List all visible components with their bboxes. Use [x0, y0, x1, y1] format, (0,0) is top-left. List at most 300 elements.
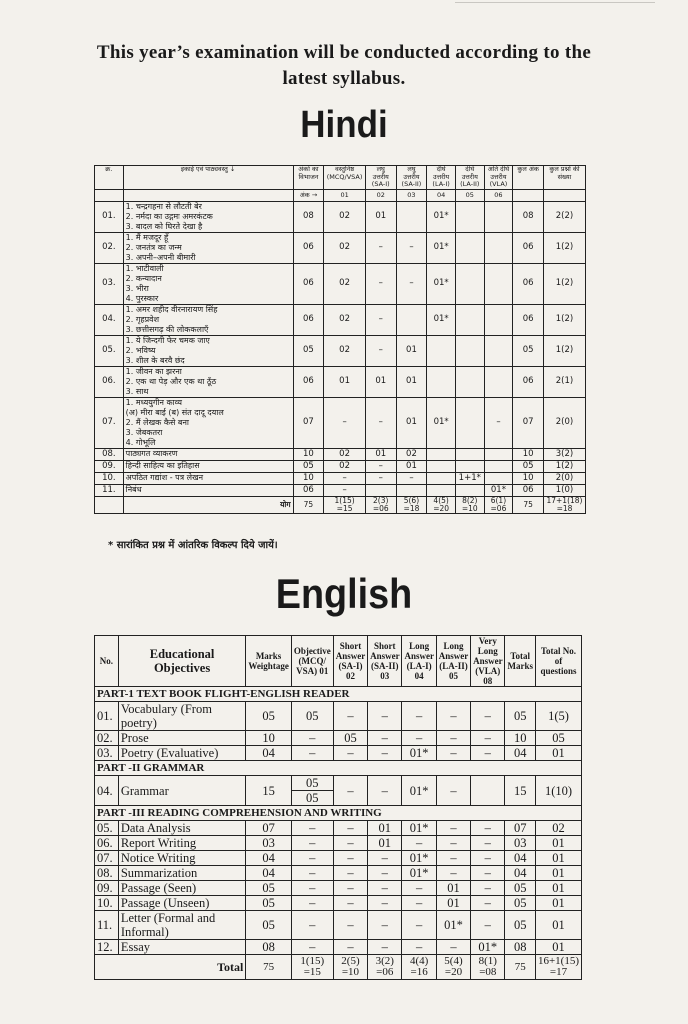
unit-topics — [123, 397, 293, 448]
value-cell: 08 — [513, 201, 544, 232]
table-row — [95, 836, 582, 851]
value-cell: – — [436, 776, 470, 806]
intro-line-1: This year’s examination will be conducted according to the — [96, 42, 592, 63]
value-cell: 05 — [246, 896, 292, 911]
table-row — [95, 484, 586, 496]
value-cell: 05 — [246, 702, 292, 731]
hindi-header-cell: क्र. — [95, 166, 124, 190]
value-cell: 02 — [396, 448, 427, 460]
value-cell: 1(2) — [543, 304, 585, 335]
hindi-total-row — [95, 496, 586, 513]
value-cell — [484, 232, 513, 263]
value-cell: – — [368, 731, 402, 746]
total-cell: 16+1(15) =17 — [535, 955, 581, 980]
total-label: योग — [123, 496, 293, 513]
value-cell: – — [484, 397, 513, 448]
value-cell: 01* — [427, 304, 456, 335]
unit-number: 01. — [95, 201, 124, 232]
value-cell: 05 — [291, 791, 333, 806]
header-total-marks: Total Marks — [505, 636, 535, 687]
topic-line: 1. चन्द्रगहना से लौटती बेर — [125, 201, 202, 211]
value-cell: – — [291, 881, 333, 896]
value-cell — [396, 484, 427, 496]
value-cell: 07 — [293, 397, 324, 448]
item-label: Prose — [118, 731, 245, 746]
topic-line: 2. कन्यादान — [125, 273, 162, 283]
unit-number: 05. — [95, 335, 124, 366]
value-cell — [455, 263, 484, 304]
total-cell: 75 — [246, 955, 292, 980]
value-cell: 05 — [246, 911, 292, 940]
value-cell: 10 — [513, 448, 544, 460]
table-row — [95, 821, 582, 836]
top-edge-line — [455, 2, 655, 3]
value-cell: 2(2) — [543, 201, 585, 232]
unit-topics — [123, 366, 293, 397]
total-cell: 75 — [505, 955, 535, 980]
part-heading-row — [95, 806, 582, 821]
value-cell: 01 — [535, 881, 581, 896]
total-cell: 5(4) =20 — [436, 955, 470, 980]
table-row — [95, 851, 582, 866]
value-cell: 1(2) — [543, 460, 585, 472]
value-cell: 2(0) — [543, 472, 585, 484]
value-cell: 01* — [427, 201, 456, 232]
value-cell: 01 — [436, 896, 470, 911]
value-cell: – — [436, 731, 470, 746]
table-row — [95, 232, 586, 263]
item-label: Letter (Formal and Informal) — [118, 911, 245, 940]
value-cell: – — [368, 911, 402, 940]
value-cell: 02 — [535, 821, 581, 836]
total-cell: 1(15) =15 — [291, 955, 333, 980]
value-cell: – — [471, 836, 505, 851]
value-cell — [455, 335, 484, 366]
unit-topics — [123, 484, 293, 496]
unit-topics — [123, 232, 293, 263]
value-cell: – — [291, 896, 333, 911]
value-cell: 06 — [513, 263, 544, 304]
value-cell: – — [368, 866, 402, 881]
hindi-header-cell: अति दीर्घ उत्तरीय (VLA) — [484, 166, 513, 190]
unit-number: 10. — [95, 472, 124, 484]
hindi-marks-row — [95, 189, 586, 201]
value-cell — [484, 472, 513, 484]
part-title: PART-1 TEXT BOOK FLIGHT-ENGLISH READER — [95, 687, 582, 702]
value-cell: – — [365, 335, 396, 366]
value-cell: – — [471, 911, 505, 940]
value-cell — [484, 304, 513, 335]
part-title: PART -III READING COMPREHENSION AND WRITING — [95, 806, 582, 821]
part-heading-row — [95, 687, 582, 702]
intro-notice — [40, 40, 648, 92]
value-cell: 01 — [368, 836, 402, 851]
total-cell: 2(5) =10 — [333, 955, 367, 980]
unit-topics — [123, 304, 293, 335]
hindi-header-cell: लघु उत्तरीय (SA-I) — [365, 166, 396, 190]
value-cell: – — [365, 472, 396, 484]
value-cell: – — [402, 836, 436, 851]
value-cell: 06 — [293, 484, 324, 496]
header-total-questions: Total No. of questions — [535, 636, 581, 687]
value-cell: 01* — [402, 851, 436, 866]
english-blueprint-table — [94, 635, 582, 980]
value-cell: 05 — [535, 731, 581, 746]
part-heading-row — [95, 761, 582, 776]
total-cell: 3(2) =06 — [368, 955, 402, 980]
hindi-header-cell: अंकों का विभाजन — [293, 166, 324, 190]
value-cell: 05 — [505, 896, 535, 911]
value-cell — [427, 448, 456, 460]
value-cell: 06 — [293, 366, 324, 397]
value-cell: 01 — [365, 366, 396, 397]
value-cell: – — [368, 702, 402, 731]
value-cell: – — [396, 472, 427, 484]
hindi-marks-cell — [123, 189, 293, 201]
header-col-6: Very Long Answer (VLA) 08 — [471, 636, 505, 687]
value-cell: 01 — [396, 335, 427, 366]
value-cell: 1(2) — [543, 335, 585, 366]
total-cell: 8(2) =10 — [455, 496, 484, 513]
unit-topics — [123, 201, 293, 232]
value-cell: 01* — [427, 232, 456, 263]
value-cell — [484, 335, 513, 366]
topic-line: 4. गोभूलि — [125, 437, 156, 447]
value-cell: 2(1) — [543, 366, 585, 397]
value-cell: 06 — [513, 484, 544, 496]
value-cell: 05 — [293, 335, 324, 366]
value-cell: 1+1* — [455, 472, 484, 484]
value-cell — [484, 263, 513, 304]
value-cell: 01* — [427, 397, 456, 448]
topic-line: 3. भीरा — [125, 283, 149, 293]
value-cell: 01 — [396, 397, 427, 448]
hindi-header-cell: दीर्घ उत्तरीय (LA-II) — [455, 166, 484, 190]
topic-line: अपठित गद्यांश - पत्र लेखन — [125, 473, 204, 482]
total-cell: 1(15) =15 — [324, 496, 366, 513]
topic-line: 1. मैं मजदूर हूँ — [125, 232, 169, 242]
value-cell — [455, 304, 484, 335]
value-cell: – — [368, 746, 402, 761]
value-cell: – — [436, 866, 470, 881]
value-cell: 05 — [513, 460, 544, 472]
value-cell: – — [471, 731, 505, 746]
value-cell — [427, 335, 456, 366]
value-cell: 04 — [505, 746, 535, 761]
value-cell: 05 — [291, 702, 333, 731]
value-cell: 06 — [293, 304, 324, 335]
item-number: 02. — [95, 731, 119, 746]
topic-line: 3. शील के बरवै छंद — [125, 355, 185, 365]
value-cell: 01* — [402, 866, 436, 881]
value-cell: – — [324, 397, 366, 448]
value-cell: 05 — [246, 881, 292, 896]
part-title: PART -II GRAMMAR — [95, 761, 582, 776]
topic-line: हिन्दी साहित्य का इतिहास — [125, 461, 200, 470]
value-cell: – — [333, 746, 367, 761]
table-row — [95, 896, 582, 911]
table-row — [95, 866, 582, 881]
hindi-header-cell: कुल अंक — [513, 166, 544, 190]
item-number: 11. — [95, 911, 119, 940]
topic-line: 3. छत्तीसगढ़ की लोककलाएँ — [125, 324, 209, 334]
value-cell: – — [436, 851, 470, 866]
value-cell: – — [333, 776, 367, 806]
hindi-marks-cell: 03 — [396, 189, 427, 201]
value-cell — [365, 484, 396, 496]
header-col-4: Long Answer (LA-I) 04 — [402, 636, 436, 687]
item-label: Grammar — [118, 776, 245, 806]
hindi-marks-cell: 05 — [455, 189, 484, 201]
table-row — [95, 911, 582, 940]
unit-number: 03. — [95, 263, 124, 304]
value-cell: – — [333, 881, 367, 896]
value-cell: 01 — [396, 460, 427, 472]
value-cell: 01* — [402, 746, 436, 761]
value-cell: – — [402, 702, 436, 731]
value-cell: – — [291, 746, 333, 761]
table-row — [95, 304, 586, 335]
value-cell: – — [291, 866, 333, 881]
value-cell: – — [436, 821, 470, 836]
value-cell — [396, 201, 427, 232]
value-cell: 06 — [293, 263, 324, 304]
unit-topics — [123, 472, 293, 484]
value-cell: 05 — [291, 776, 333, 791]
value-cell: 03 — [505, 836, 535, 851]
hindi-header-cell: वस्तुनिष्ठ (MCQ/VSA) — [324, 166, 366, 190]
value-cell: 01 — [365, 201, 396, 232]
value-cell: – — [291, 836, 333, 851]
value-cell — [455, 366, 484, 397]
value-cell: 01 — [535, 866, 581, 881]
item-label: Passage (Unseen) — [118, 896, 245, 911]
value-cell: – — [333, 940, 367, 955]
item-label: Vocabulary (From poetry) — [118, 702, 245, 731]
value-cell: 05 — [513, 335, 544, 366]
unit-topics — [123, 335, 293, 366]
total-cell: 2(3) =06 — [365, 496, 396, 513]
header-col-1: Objective (MCQ/ VSA) 01 — [291, 636, 333, 687]
value-cell: 04 — [505, 851, 535, 866]
item-number: 04. — [95, 776, 119, 806]
value-cell — [471, 776, 505, 806]
value-cell: – — [333, 851, 367, 866]
value-cell — [396, 304, 427, 335]
total-blank — [95, 496, 124, 513]
hindi-marks-cell: 02 — [365, 189, 396, 201]
item-number: 05. — [95, 821, 119, 836]
value-cell: – — [368, 851, 402, 866]
value-cell: – — [291, 911, 333, 940]
header-no: No. — [95, 636, 119, 687]
value-cell: – — [436, 702, 470, 731]
value-cell: – — [368, 940, 402, 955]
value-cell — [455, 201, 484, 232]
value-cell: – — [471, 866, 505, 881]
value-cell: 07 — [513, 397, 544, 448]
value-cell: 1(0) — [543, 484, 585, 496]
hindi-header-cell: दीर्घ उत्तरीय (LA-I) — [427, 166, 456, 190]
value-cell: 04 — [246, 746, 292, 761]
table-row — [95, 201, 586, 232]
value-cell: 01 — [365, 448, 396, 460]
grammar-row — [95, 776, 582, 791]
value-cell: 02 — [324, 460, 366, 472]
value-cell: 01* — [436, 911, 470, 940]
total-cell: 17+1(18) =18 — [543, 496, 585, 513]
hindi-header-row — [95, 166, 586, 190]
item-number: 06. — [95, 836, 119, 851]
total-cell: 4(4) =16 — [402, 955, 436, 980]
value-cell: – — [291, 851, 333, 866]
item-number: 01. — [95, 702, 119, 731]
value-cell: – — [436, 746, 470, 761]
table-row — [95, 472, 586, 484]
value-cell — [455, 397, 484, 448]
value-cell: 08 — [246, 940, 292, 955]
topic-line: 4. पुरस्कार — [125, 293, 159, 303]
value-cell: 01* — [427, 263, 456, 304]
table-row — [95, 366, 586, 397]
header-objectives: Educational Objectives — [118, 636, 245, 687]
value-cell: 10 — [293, 472, 324, 484]
topic-line: 2. एक था पेड़ और एक था ठूँठ — [125, 376, 217, 386]
value-cell: – — [402, 731, 436, 746]
value-cell: – — [368, 776, 402, 806]
value-cell — [484, 460, 513, 472]
value-cell: 05 — [333, 731, 367, 746]
topic-line: 3. बादल को घिरते देखा है — [125, 221, 203, 231]
value-cell — [484, 366, 513, 397]
value-cell: 01 — [368, 821, 402, 836]
value-cell — [427, 460, 456, 472]
value-cell: 04 — [505, 866, 535, 881]
value-cell: – — [365, 397, 396, 448]
item-label: Report Writing — [118, 836, 245, 851]
value-cell: 05 — [293, 460, 324, 472]
value-cell: 02 — [324, 232, 366, 263]
value-cell: – — [365, 460, 396, 472]
value-cell: 01* — [484, 484, 513, 496]
item-number: 09. — [95, 881, 119, 896]
unit-number: 06. — [95, 366, 124, 397]
value-cell: – — [333, 836, 367, 851]
table-row — [95, 731, 582, 746]
hindi-header-cell: लघु उत्तरीय (SA-II) — [396, 166, 427, 190]
value-cell: – — [402, 896, 436, 911]
unit-number: 11. — [95, 484, 124, 496]
item-label: Notice Writing — [118, 851, 245, 866]
value-cell: – — [396, 263, 427, 304]
header-col-3: Short Answer (SA-II) 03 — [368, 636, 402, 687]
topic-line: पाठ्यगत व्याकरण — [125, 449, 178, 458]
item-label: Essay — [118, 940, 245, 955]
hindi-marks-cell: अंक → — [293, 189, 324, 201]
value-cell: – — [291, 940, 333, 955]
value-cell: – — [471, 896, 505, 911]
value-cell: 10 — [505, 731, 535, 746]
value-cell — [484, 448, 513, 460]
item-number: 10. — [95, 896, 119, 911]
unit-topics — [123, 448, 293, 460]
table-row — [95, 881, 582, 896]
value-cell: 15 — [246, 776, 292, 806]
value-cell: – — [333, 702, 367, 731]
value-cell: 2(0) — [543, 397, 585, 448]
value-cell: – — [436, 836, 470, 851]
value-cell — [427, 484, 456, 496]
value-cell: 1(2) — [543, 232, 585, 263]
unit-number: 07. — [95, 397, 124, 448]
unit-number: 04. — [95, 304, 124, 335]
value-cell: – — [471, 746, 505, 761]
value-cell: 03 — [246, 836, 292, 851]
value-cell: 06 — [513, 366, 544, 397]
item-number: 08. — [95, 866, 119, 881]
table-row — [95, 263, 586, 304]
value-cell: – — [402, 940, 436, 955]
topic-line: 3. अपनी–अपनी बीमारी — [125, 252, 196, 262]
value-cell: 06 — [513, 304, 544, 335]
table-row — [95, 448, 586, 460]
topic-line: 1. अमर शहीद वीरनारायण सिंह — [125, 304, 218, 314]
value-cell — [484, 201, 513, 232]
value-cell: 08 — [505, 940, 535, 955]
hindi-marks-cell — [513, 189, 544, 201]
item-number: 07. — [95, 851, 119, 866]
item-number: 03. — [95, 746, 119, 761]
topic-line: 3. साथ — [125, 386, 149, 396]
value-cell: – — [402, 881, 436, 896]
value-cell: – — [333, 896, 367, 911]
value-cell: 02 — [324, 201, 366, 232]
value-cell: 10 — [246, 731, 292, 746]
value-cell: – — [291, 821, 333, 836]
value-cell: – — [365, 232, 396, 263]
table-row — [95, 460, 586, 472]
unit-topics — [123, 263, 293, 304]
topic-line: 2. भविष्य — [125, 345, 156, 355]
value-cell: 01 — [396, 366, 427, 397]
table-row — [95, 702, 582, 731]
hindi-marks-cell: 06 — [484, 189, 513, 201]
value-cell: – — [324, 472, 366, 484]
table-row — [95, 746, 582, 761]
value-cell — [455, 484, 484, 496]
item-label: Data Analysis — [118, 821, 245, 836]
value-cell: – — [365, 263, 396, 304]
value-cell: 01 — [535, 836, 581, 851]
value-cell: 01 — [535, 851, 581, 866]
table-row — [95, 335, 586, 366]
value-cell: – — [402, 911, 436, 940]
value-cell: – — [368, 881, 402, 896]
value-cell: – — [471, 702, 505, 731]
value-cell: 02 — [324, 448, 366, 460]
unit-number: 09. — [95, 460, 124, 472]
hindi-footnote: * सारांकित प्रश्न में आंतरिक विकल्प दिये जायें। — [108, 540, 278, 551]
english-total-row — [95, 955, 582, 980]
value-cell: 01 — [535, 911, 581, 940]
value-cell: – — [324, 484, 366, 496]
hindi-marks-cell — [543, 189, 585, 201]
value-cell: – — [436, 940, 470, 955]
value-cell: 02 — [324, 304, 366, 335]
value-cell: – — [365, 304, 396, 335]
value-cell: 04 — [246, 851, 292, 866]
total-cell: 5(6) =18 — [396, 496, 427, 513]
